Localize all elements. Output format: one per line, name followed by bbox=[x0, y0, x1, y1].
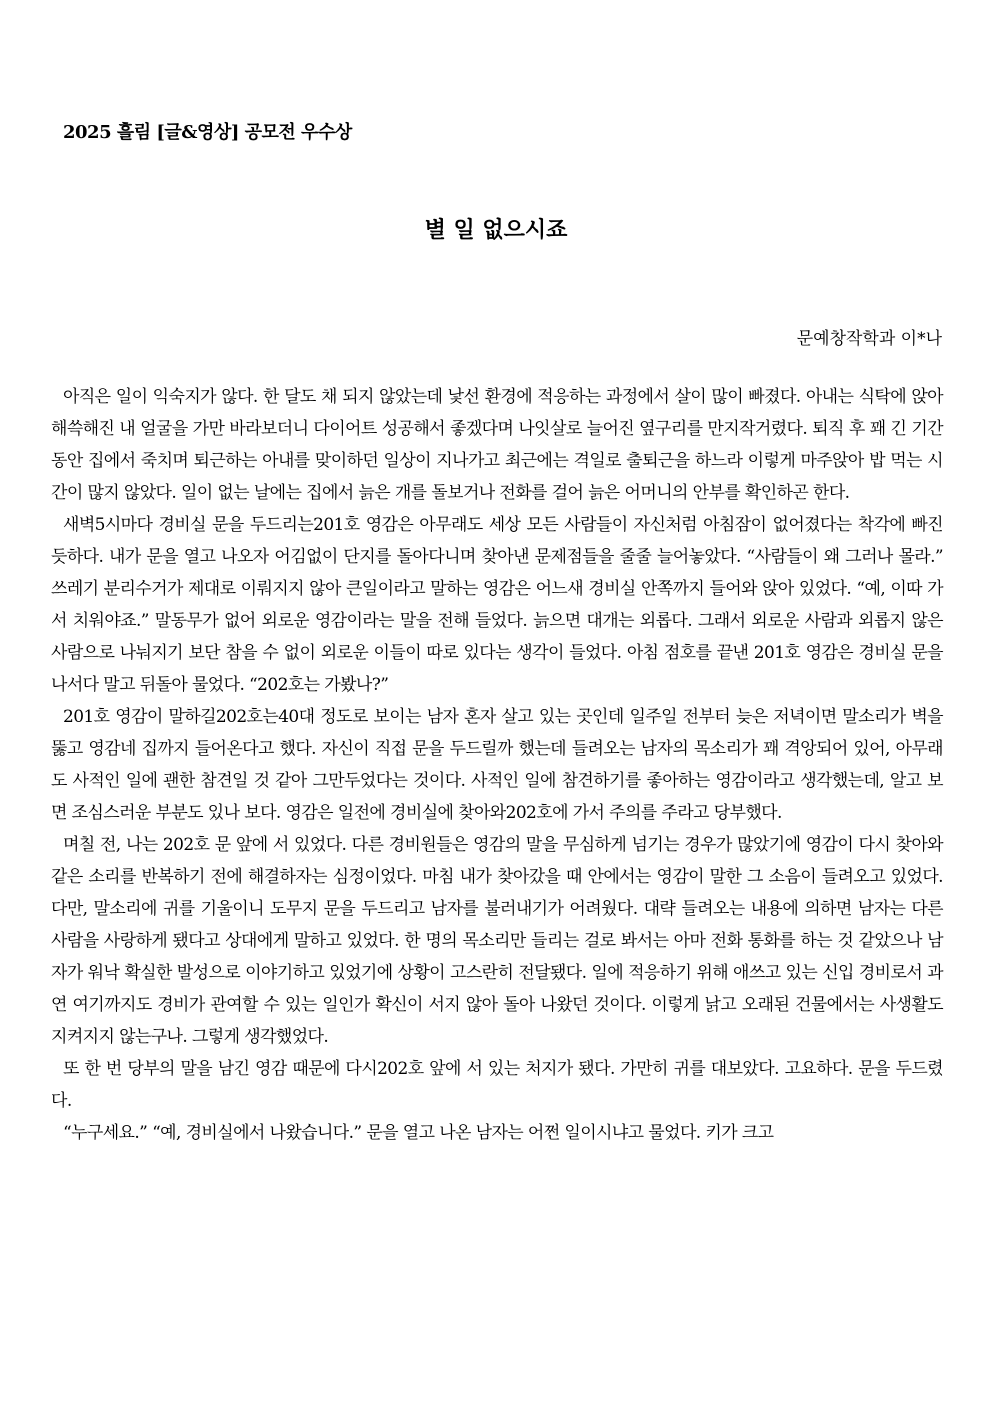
story-title: 별 일 없으시죠 bbox=[424, 217, 568, 243]
paragraph: 새벽5시마다 경비실 문을 두드리는201호 영감은 아무래도 세상 모든 사람들이 자신처럼 아침잠이 없어졌다는 착각에 빠진 듯하다. 내가 문을 열고 나오자 어김없이 단지를 돌아다니며 찾아낸 문제점들을 줄줄 늘어놓았다. “사람들이 왜 그러나 몰라.” 쓰레기 분리수거가 제대로 이뤄지지 않아 큰일이라고 말하는 영감은 어느새 경비실 안쪽까지 들어와 앉아 있었다. “예, 이따 가서 치워야죠.” 말동무가 없어 외로운 영감이라는 말을 전해 들었다. 늙으면 대개는 외롭다. 그래서 외로운 사람과 외롭지 않은 사람으로 나눠지기 보단 참을 수 없이 외로운 이들이 따로 있다는 생각이 들었다. 아침 점호를 끝낸 201호 영감은 경비실 문을 나서다 말고 뒤돌아 물었다. “202호는 가봤나?” bbox=[51, 515, 943, 695]
author-line: 문예창작학과 이*나 bbox=[796, 329, 942, 349]
paragraph: “누구세요.” “예, 경비실에서 나왔습니다.” 문을 열고 나온 남자는 어쩐 일이시냐고 물었다. 키가 크고 bbox=[63, 1123, 774, 1143]
story-body bbox=[51, 381, 943, 1149]
paragraph: 또 한 번 당부의 말을 남긴 영감 때문에 다시202호 앞에 서 있는 처지가 됐다. 가만히 귀를 대보았다. 고요하다. 문을 두드렸다. bbox=[51, 1059, 943, 1111]
paragraph: 며칠 전, 나는 202호 문 앞에 서 있었다. 다른 경비원들은 영감의 말을 무심하게 넘기는 경우가 많았기에 영감이 다시 찾아와 같은 소리를 반복하기 전에 해결하자는 심정이었다. 마침 내가 찾아갔을 때 안에서는 영감이 말한 그 소음이 들려오고 있었다. 다만, 말소리에 귀를 기울이니 도무지 문을 두드리고 남자를 불러내기가 어려웠다. 대략 들려오는 내용에 의하면 남자는 다른 사람을 사랑하게 됐다고 상대에게 말하고 있었다. 한 명의 목소리만 들리는 걸로 봐서는 아마 전화 통화를 하는 것 같았으나 남자가 워낙 확실한 발성으로 이야기하고 있었기에 상황이 고스란히 전달됐다. 일에 적응하기 위해 애쓰고 있는 신입 경비로서 과연 여기까지도 경비가 관여할 수 있는 일인가 확신이 서지 않아 돌아 나왔던 것이다. 이렇게 낡고 오래된 건물에서는 사생활도 지켜지지 않는구나. 그렇게 생각했었다. bbox=[51, 835, 943, 1047]
paragraph: 아직은 일이 익숙지가 않다. 한 달도 채 되지 않았는데 낯선 환경에 적응하는 과정에서 살이 많이 빠졌다. 아내는 식탁에 앉아 해쓱해진 내 얼굴을 가만 바라보더니 다이어트 성공해서 좋겠다며 나잇살로 늘어진 옆구리를 만지작거렸다. 퇴직 후 꽤 긴 기간동안 집에서 죽치며 퇴근하는 아내를 맞이하던 일상이 지나가고 최근에는 격일로 출퇴근을 하느라 이렇게 마주앉아 밥 먹는 시간이 많지 않았다. 일이 없는 날에는 집에서 늙은 개를 돌보거나 전화를 걸어 늙은 어머니의 안부를 확인하곤 한다. bbox=[51, 387, 943, 503]
contest-header: 2025 흘림 [글&영상] 공모전 우수상 bbox=[63, 122, 352, 143]
paragraph: 201호 영감이 말하길202호는40대 정도로 보이는 남자 혼자 살고 있는 곳인데 일주일 전부터 늦은 저녁이면 말소리가 벽을 뚫고 영감네 집까지 들어온다고 했다. 자신이 직접 문을 두드릴까 했는데 들려오는 남자의 목소리가 꽤 격앙되어 있어, 아무래도 사적인 일에 괜한 참견일 것 같아 그만두었다는 것이다. 사적인 일에 참견하기를 좋아하는 영감이라고 생각했는데, 알고 보면 조심스러운 부분도 있나 보다. 영감은 일전에 경비실에 찾아와202호에 가서 주의를 주라고 당부했다. bbox=[51, 707, 943, 823]
